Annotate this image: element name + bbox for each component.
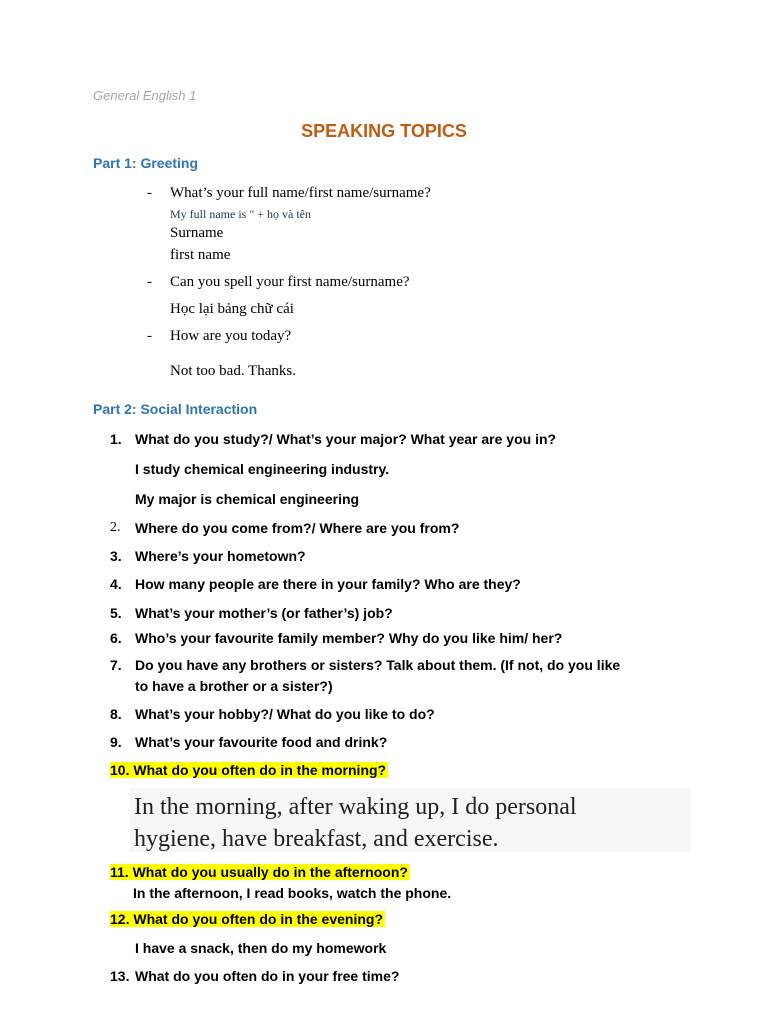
question-2: Where do you come from?/ Where are you from? xyxy=(135,520,460,536)
highlighted-question-12 xyxy=(110,911,385,927)
answer-10-line2: hygiene, have breakfast, and exercise. xyxy=(134,826,499,852)
item-number: 2. xyxy=(110,520,121,535)
question-11: What do you usually do in the afternoon? xyxy=(132,864,408,880)
item-number: 11. xyxy=(110,864,129,880)
item-number: 10. xyxy=(110,762,130,778)
part1-answer-firstname: first name xyxy=(170,247,231,263)
part1-question-1: What’s your full name/first name/surname? xyxy=(170,185,431,201)
bullet-dash: - xyxy=(147,274,152,290)
item-number: 13. xyxy=(110,968,130,984)
page-title: SPEAKING TOPICS xyxy=(301,121,467,141)
question-1: What do you study?/ What’s your major? What year are you in? xyxy=(135,431,557,447)
question-10: What do you often do in the morning? xyxy=(133,762,387,778)
part1-question-3: How are you today? xyxy=(170,328,292,344)
answer-1-line1: I study chemical engineering industry. xyxy=(135,461,390,477)
part2-heading: Part 2: Social Interaction xyxy=(93,401,258,417)
item-number: 4. xyxy=(110,576,122,592)
answer-10-line1: In the morning, after waking up, I do personal xyxy=(134,794,577,820)
question-8: What’s your hobby?/ What do you like to do? xyxy=(135,706,435,722)
item-number: 5. xyxy=(110,605,122,621)
item-number: 8. xyxy=(110,706,122,722)
question-9: What’s your favourite food and drink? xyxy=(135,734,388,750)
answer-1-line2: My major is chemical engineering xyxy=(135,491,360,507)
answer-12: I have a snack, then do my homework xyxy=(135,940,387,956)
question-3: Where’s your hometown? xyxy=(135,548,306,564)
question-13: What do you often do in your free time? xyxy=(135,968,400,984)
question-12: What do you often do in the evening? xyxy=(133,911,384,927)
bullet-dash: - xyxy=(147,328,152,344)
bullet-dash: - xyxy=(147,185,152,201)
item-number: 6. xyxy=(110,630,122,646)
item-number: 12. xyxy=(110,911,130,927)
question-6: Who’s your favourite family member? Why do you like him/ her? xyxy=(135,630,563,646)
question-4: How many people are there in your family? Who are they? xyxy=(135,576,521,592)
part1-answer-3: Not too bad. Thanks. xyxy=(170,363,296,379)
item-number: 9. xyxy=(110,734,122,750)
item-number: 7. xyxy=(110,657,122,673)
part1-answer-2: Học lại bảng chữ cái xyxy=(170,301,294,317)
question-7-continued: to have a brother or a sister?) xyxy=(135,678,333,694)
item-number: 3. xyxy=(110,548,122,564)
part1-answer-surname: Surname xyxy=(170,225,224,241)
part1-question-2: Can you spell your first name/surname? xyxy=(170,274,410,290)
question-7: Do you have any brothers or sisters? Talk about them. (If not, do you like xyxy=(135,657,621,673)
item-number: 1. xyxy=(110,431,122,447)
document-header: General English 1 xyxy=(93,88,197,103)
highlighted-question-11 xyxy=(110,864,410,880)
highlighted-question-10 xyxy=(110,762,388,778)
part1-heading: Part 1: Greeting xyxy=(93,155,199,171)
answer-11: In the afternoon, I read books, watch the phone. xyxy=(133,885,452,901)
question-5: What’s your mother’s (or father’s) job? xyxy=(135,605,393,621)
part1-note: My full name is " + họ và tên xyxy=(170,207,311,221)
